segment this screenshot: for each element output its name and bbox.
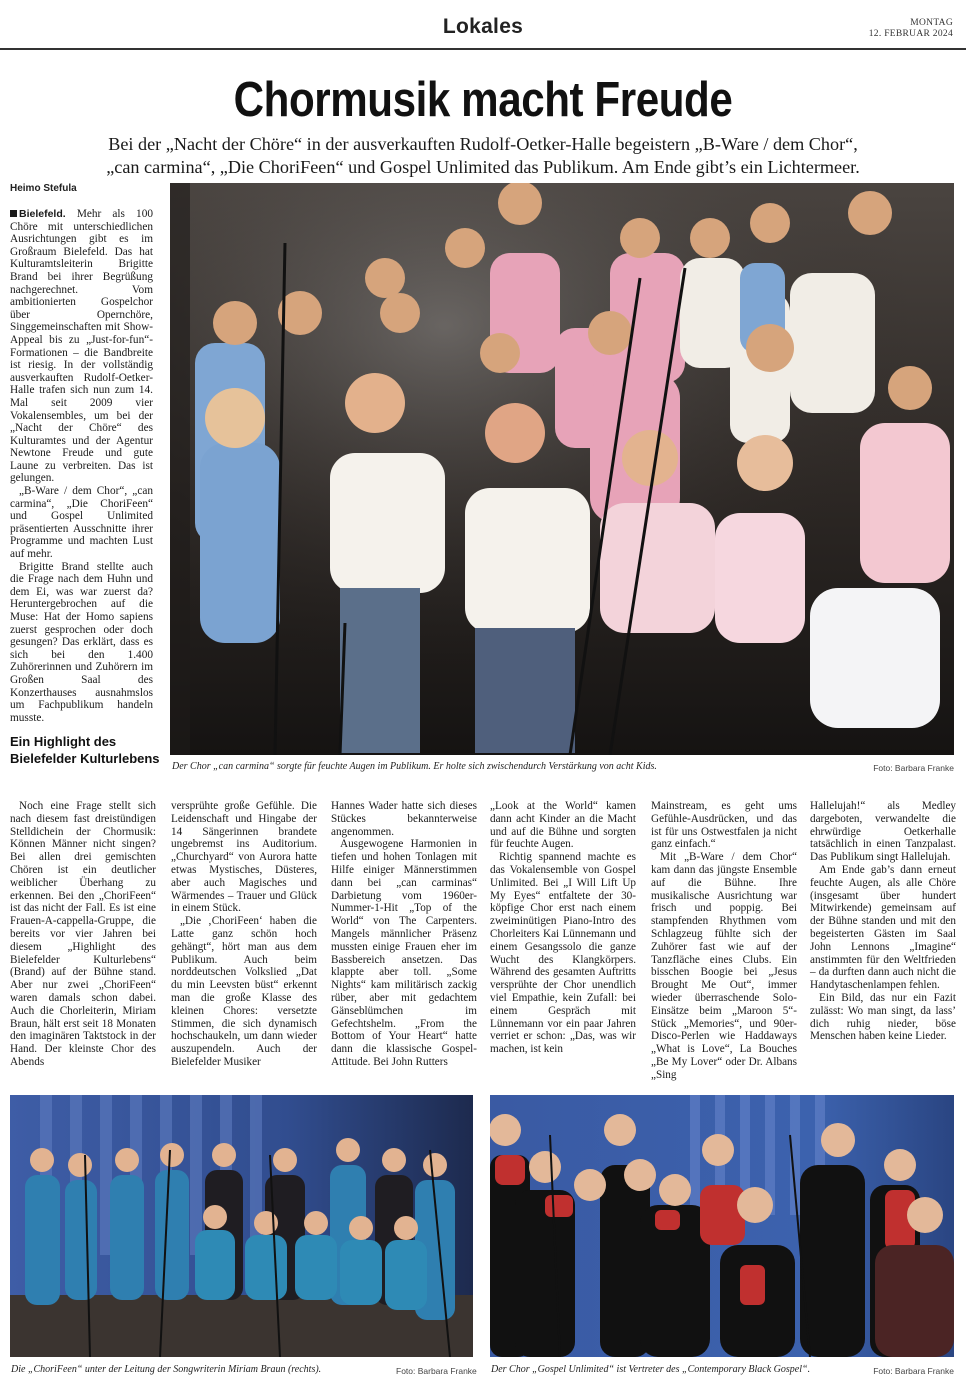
section-title: Lokales <box>442 15 524 38</box>
article-subhead <box>80 133 886 179</box>
body-col2-paragraph-2: „Die ‚ChoriFeen‘ haben die Latte ganz schön hoch gehängt“, hört man aus dem Publikum. Auch beim norddeutschen Volkslied „Dat du min Leevsten büst“ erkennt man die große Klasse des kleinen Chores: versetzte Stimmen, die sich dynamisch hochschaukeln, um dann wieder auszupendeln. Auch der Bielefelder Musiker <box>171 915 317 1068</box>
main-photo-credit: Foto: Barbara Franke <box>873 763 954 773</box>
issue-date <box>869 18 953 40</box>
intro-column <box>10 208 153 724</box>
body-column-4 <box>490 800 636 1056</box>
gospel-photo-caption: Der Chor „Gospel Unlimited“ ist Vertreter des „Contemporary Black Gospel“. <box>491 1364 811 1375</box>
body-column-3 <box>331 800 477 1069</box>
main-photo-image <box>170 183 954 755</box>
issue-weekday: MONTAG <box>910 18 953 28</box>
gospel-photo-credit: Foto: Barbara Franke <box>873 1366 954 1376</box>
body-column-5 <box>651 800 797 1082</box>
intro-paragraph-2: „B-Ware / dem Chor“, „can carmina“, „Die ChoriFeen“ und Gospel Unlimited präsentierten Ausschnitte ihrer Programme und machten Lust auf mehr. <box>10 485 153 561</box>
author-byline: Heimo Stefula <box>10 183 77 194</box>
main-photo-caption: Der Chor „can carmina“ sorgte für feuchte Augen im Publikum. Er holte sich zwischendurch Verstärkung von acht Kids. <box>172 761 657 772</box>
body-col3-paragraph-2: Ausgewogene Harmonien in tiefen und hohen Tonlagen mit Hilfe einiger Männerstimmen dann bei „can carminas“ Darbietung vom 1960er-Nummer-1-Hit „Top of the World“ von The Carpenters. Mangels männlicher Präsenz mussten einige Frauen eher im Bassbereich ansetzen. Das klappte aber toll. „Some Nights“ kam militärisch zackig rüber, aber mit gedachtem Gänseblümchen im Gefechtshelm. „From the Bottom of Your Heart“ hatte dann die klassische Gospel-Attitude. Bei John Rutters <box>331 838 477 1068</box>
intro-text-1: Mehr als 100 Chöre mit unterschiedlichen Ausrichtungen gibt es im Großraum Bielefeld. Das hat Kulturamtsleiterin Brigitte Brand bei ihrer Begrüßung nachgerechnet. Vom ambitionierten Gospelchor über Opernchöre, Singgemeinschaften mit Show-Appeal bis zu „Just-for-fun“-Formationen – die Bandbreite ist riesig. In der vollständig ausverkauften Rudolf-Oetker-Halle trafen sich nun zum 14. Mal seit 2009 vier Vokalensembles, um bei der „Nacht der Chöre“ des Kulturamtes und der Agentur Newtone Freude und gute Laune zu verbreiten. Das ist gelungen. <box>10 208 153 485</box>
main-choir-photo <box>170 183 954 755</box>
body-column-6 <box>810 800 956 1043</box>
subhead-line-1: Bei der „Nacht der Chöre“ in der ausverkauften Rudolf-Oetker-Halle begeistern „B-Ware / dem Chor“, <box>108 134 858 154</box>
intro-paragraph-3: Brigitte Brand stellte auch die Frage nach dem Huhn und dem Ei, was war zuerst da? Heruntergebrochen auf die Muse: Hat der Homo sapiens zuerst gesprochen oder doch gesungen? Das erklärt, dass es sich bei den 1.400 Zuhörerinnen und Zuhörern im Großen Saal des Konzerthauses ausnahmslos um Fachpublikum handeln musste. <box>10 560 153 724</box>
article-headline: Chormusik macht Freude <box>233 73 733 127</box>
dateline: Bielefeld. <box>19 208 66 220</box>
body-col6-paragraph-1: Hallelujah!“ als Medley dargeboten, verwandelte die ehrwürdige Oetkerhalle tatsächlich in einen Tanzpalast. Das Publikum singt Hallelujah. <box>810 800 956 864</box>
body-col4-paragraph-2: Richtig spannend machte es das Vokalensemble von Gospel Unlimited. Bei „I Will Lift Up My Eyes“ entfaltete der 30-köpfige Chor erst nach einem zweiminütigen Piano-Intro des Chorleiters Kai Lünnemann und einem Gesangssolo die ganze Wucht des Klangkörpers. Während des gesamten Auftritts versprühte der Chor unendlich viel Empathie, kein Zufall: bei einem Gespräch mit Lünnemann vor ein paar Jahren verriet er schon: „Das, was wir machen, ist kein <box>490 851 636 1056</box>
body-col6-paragraph-3: Ein Bild, das nur ein Fazit zulässt: Wo man singt, da lass’ dich ruhig nieder, böse Menschen haben keine Lieder. <box>810 991 956 1043</box>
body-col5-paragraph-2: Mit „B-Ware / dem Chor“ kam dann das jüngste Ensemble auf die Bühne. Ihre musikalische Ausrichtung war frisch und poppig. Bei stampfenden Rhythmen vom Schlagzeug fühlte sich der Zuhörer fast wie auf der Tanzfläche eines Clubs. Ein bisschen Boogie bei „Jesus Brought Me Out“, immer wieder überraschende Solo-Einsätze beim „Maroon 5“-Stück „Memories“, und 90er-Disco-Perlen wie Haddaways „What is Love“, La Bouches „Be My Lover“ oder Dr. Albans „Sing <box>651 851 797 1081</box>
choriFeen-photo-image <box>10 1095 473 1357</box>
header-rule <box>0 48 966 50</box>
gospel-unlimited-photo <box>490 1095 954 1357</box>
issue-date-text: 12. FEBRUAR 2024 <box>868 29 953 39</box>
gospel-unlimited-photo-image <box>490 1095 954 1357</box>
choriFeen-photo <box>10 1095 473 1357</box>
body-col6-paragraph-2: Am Ende gab’s dann erneut feuchte Augen, als alle Chöre (insgesamt über hundert Mitwirkende) gemeinsam auf der Bühne standen und mit den begeisterten Gästen im Saal John Lennons „Imagine“ anstimmten für den Weltfrieden – da durften dann auch nicht die Handytaschenlampen fehlen. <box>810 863 956 992</box>
body-column-1 <box>10 800 156 1069</box>
subhead-line-2: „can carmina“, „Die ChoriFeen“ und Gospel Unlimited das Publikum. Am Ende gibt’s ein Lichtermeer. <box>106 157 860 177</box>
choriFeen-photo-credit: Foto: Barbara Franke <box>396 1366 477 1376</box>
body-column-2 <box>171 800 317 1069</box>
body-col1-paragraph: Noch eine Frage stellt sich nach diesem fast dreistündigen Stelldichein der Chormusik: Können Männer nicht singen? Bei allen drei gemischten Chören ist ein deutlicher weiblicher Überhang zu erkennen. Bei den „ChoriFeen“ ist das nicht der Fall. Es ist eine Frauen-A-cappella-Gruppe, die bereits vor vier Jahren bei diesem „Highlight des Bielefelder Kulturlebens“ (Brand) auf der Bühne stand. Aber nur zwei „ChoriFeen“ waren damals schon dabei. Auch die Chorleiterin, Miriam Braun, hält erst seit 18 Monaten den imaginären Taktstock in der Hand. Der kleinste Chor des Abends <box>10 800 156 1068</box>
body-col4-paragraph-1: „Look at the World“ kamen dann acht Kinder an die Macht und auf die Bühne und sorgten für feuchte Augen. <box>490 800 636 851</box>
body-col3-paragraph-1: Hannes Wader hatte sich dieses Stückes bekannterweise angenommen. <box>331 800 477 838</box>
choriFeen-photo-caption: Die „ChoriFeen“ unter der Leitung der Songwriterin Miriam Braun (rechts). <box>11 1364 322 1375</box>
intro-paragraph-1 <box>10 208 153 485</box>
article-subheading: Ein Highlight des Bielefelder Kulturlebens <box>10 734 160 766</box>
body-col5-paragraph-1: Mainstream, es geht ums Gefühle-Ausdrücken, und das ist für uns Ostwestfalen ja nicht ganz einfach.“ <box>651 800 797 851</box>
square-bullet-icon <box>10 210 17 217</box>
body-col2-paragraph-1: versprühte große Gefühle. Die Leidenschaft und Hingabe der 14 Sängerinnen brandete ungebremst ins Auditorium. „Churchyard“ von Aurora hatte etwas Mystisches, Düsteres, aber auch Magisches und Wärmendes – Trauer und Glück in einem Stück. <box>171 800 317 915</box>
